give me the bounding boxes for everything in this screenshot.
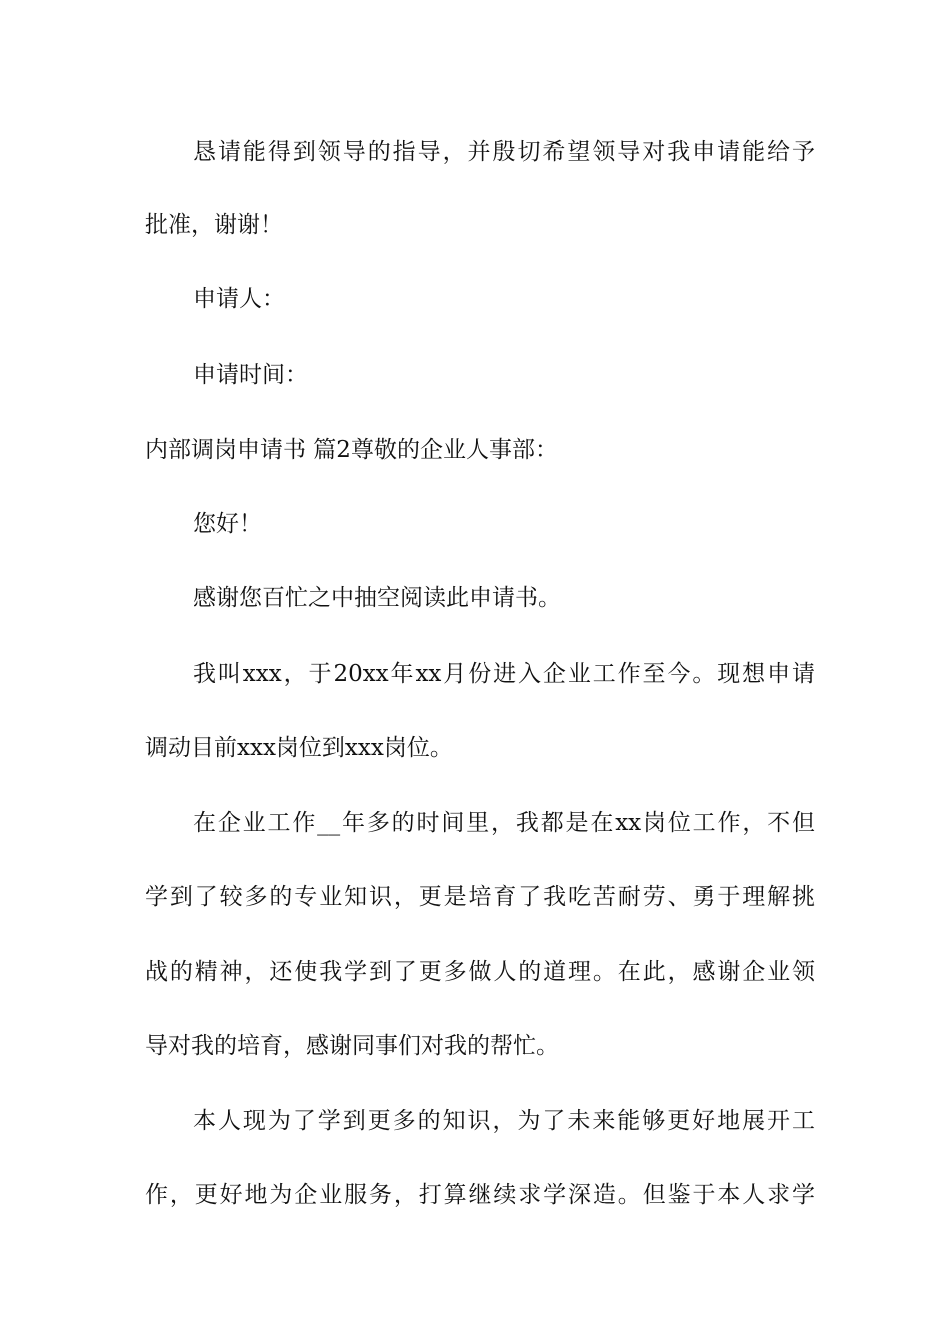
applicant-label: 申请人： (193, 286, 285, 312)
paragraph-line: 本人现为了学到更多的知识，为了未来能够更好地展开工 (193, 1108, 815, 1134)
paragraph-line: 在企业工作__年多的时间里，我都是在xx岗位工作，不但 (193, 810, 815, 836)
paragraph-line: 恳请能得到领导的指导，并殷切希望领导对我申请能给予 (193, 139, 815, 165)
paragraph-line: 学到了较多的专业知识，更是培育了我吃苦耐劳、勇于理解挑 (145, 884, 815, 910)
paragraph-line: 作，更好地为企业服务，打算继续求学深造。但鉴于本人求学 (145, 1182, 815, 1208)
paragraph-line: 战的精神，还使我学到了更多做人的道理。在此，感谢企业领 (145, 959, 815, 985)
paragraph-line: 调动目前xxx岗位到xxx岗位。 (145, 735, 453, 761)
greeting: 您好！ (193, 511, 262, 537)
paragraph-line: 导对我的培育，感谢同事们对我的帮忙。 (145, 1033, 559, 1059)
section-heading: 内部调岗申请书 篇2尊敬的企业人事部： (145, 437, 558, 463)
paragraph-line: 批准，谢谢！ (145, 212, 283, 238)
paragraph-line: 感谢您百忙之中抽空阅读此申请书。 (193, 585, 561, 611)
application-date-label: 申请时间： (193, 362, 308, 388)
paragraph-line: 我叫xxx，于20xx年xx月份进入企业工作至今。现想申请 (193, 661, 815, 687)
